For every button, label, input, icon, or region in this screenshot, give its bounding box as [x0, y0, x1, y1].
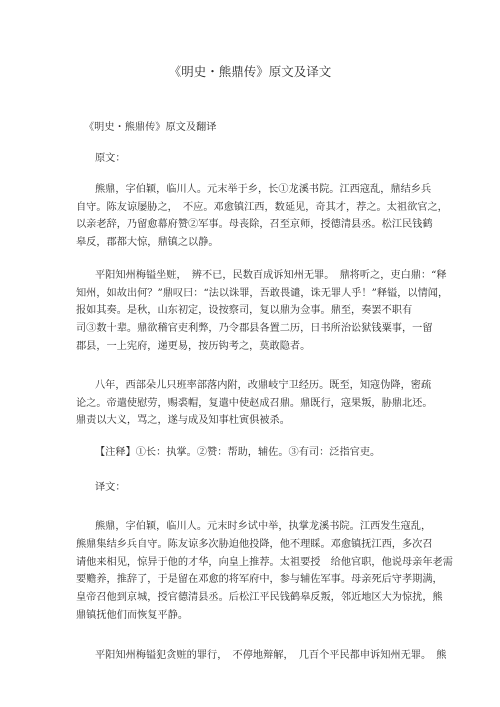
translation-line: 平阳知州梅镒犯贪赃的罪行， 不停地辩解， 几百个平民都申诉知州无罪。 熊 [95, 650, 447, 661]
translation-line: 熊鼎，字伯颖，临川人。元末时乡试中举，执掌龙溪书院。江西发生寇乱， [95, 521, 432, 532]
paragraph-line: 自守。陈友谅屡胁之， 不应。邓愈镇江西，数延见，奇其才，荐之。太祖欲官之， [76, 202, 448, 213]
document-title: 《明史・熊鼎传》原文及译文 [168, 64, 332, 79]
translation-line: 要赡养，推辞了，于是留在邓愈的将军府中，参与辅佐军事。母亲死后守孝期满， [76, 574, 443, 585]
annotation-notes: 【注释】①长：执掌。②赞：帮助，辅佐。③有司：泛指官吏。 [95, 447, 381, 458]
paragraph-line: 八年，西部朵儿只班率部落内附，改鼎岐宁卫经历。既至，知寇伪降，密疏 [95, 380, 432, 391]
translation-line: 鼎镇抚他们而恢复平静。 [76, 610, 189, 621]
paragraph-line: 司③数十辈。鼎欲稽官吏利弊，乃令郡县各置二历，日书所治讼狱钱粟事，一留 [76, 323, 433, 334]
translation-line: 皇帝召他到京城，授官德清县丞。后松江平民钱鹤皋反叛，邻近地区大为惊扰，熊 [76, 592, 443, 603]
original-heading: 原文： [95, 153, 126, 164]
paragraph-line: 熊鼎，字伯颖，临川人。元末举于乡，长①龙溪书院。江西寇乱，鼎结乡兵 [95, 184, 432, 195]
paragraph-line: 报如其奏。是秋，山东初定，设按察司，复以鼎为佥事。鼎至，奏罢不职有 [76, 305, 413, 316]
translation-heading: 译文： [95, 482, 126, 493]
paragraph-line: 知州，如故出何？”鼎叹曰：“法以诛罪，吾敢畏谴，诛无罪人乎！”释镒，以情闻， [76, 288, 449, 299]
translation-line: 熊鼎集结乡兵自守。陈友谅多次胁迫他投降，他不理睬。邓愈镇抚江西，多次召 [76, 539, 433, 550]
translation-line: 请他来相见，惊异于他的才华，向皇上推荐。太祖要授 给他官职，他说母亲年老需 [76, 557, 453, 568]
paragraph-line: 皋反，郡都大惊，鼎镇之以静。 [76, 237, 219, 248]
paragraph-line: 郡县，一上宪府，递更易，按历钩考之，莫敢隐者。 [76, 341, 311, 352]
paragraph-line: 以亲老辞，乃留愈幕府赞②军事。母丧除，召至京师，授德清县丞。松江民钱鹤 [76, 219, 433, 230]
paragraph-line: 论之。帝遣使慰劳，赐裘帽，复遣中使赵成召鼎。鼎既行，寇果叛，胁鼎北还。 [76, 398, 433, 409]
paragraph-line: 平阳知州梅镒坐赃， 辨不已，民数百成诉知州无罪。 鼎将听之，吏白鼎：“释 [95, 270, 447, 281]
paragraph-line: 鼎责以大义，骂之，遂与成及知事杜寅俱被杀。 [76, 415, 290, 426]
document-subtitle: 《明史・熊鼎传》原文及翻译 [84, 122, 217, 133]
